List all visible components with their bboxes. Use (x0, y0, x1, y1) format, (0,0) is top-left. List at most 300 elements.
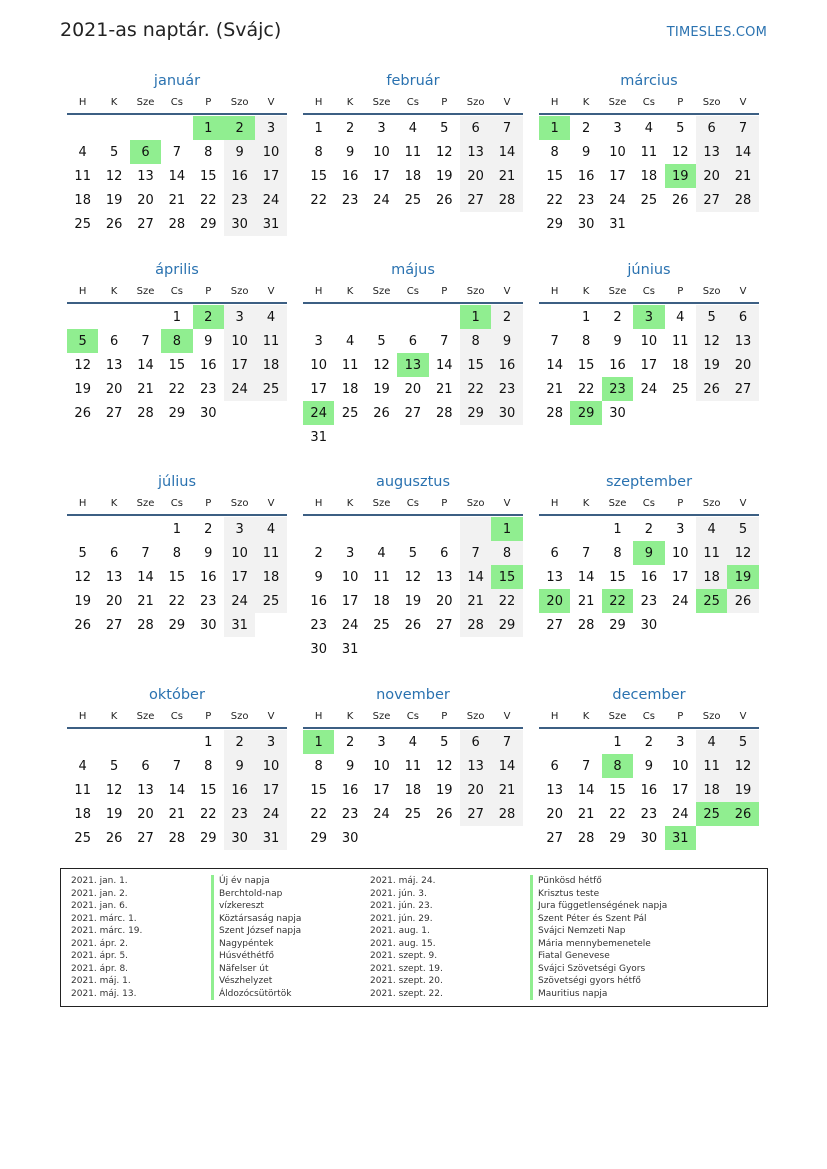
month-divider (539, 514, 759, 516)
day-grid (303, 305, 523, 449)
day-cell: 23 (577, 192, 595, 208)
day-cell: 27 (137, 216, 154, 232)
holiday-date: 2021. máj. 1. (71, 976, 131, 986)
month-divider (67, 113, 287, 115)
day-cell: 21 (727, 164, 758, 188)
day-cell: 21 (577, 806, 595, 822)
day-cell: 24 (255, 188, 286, 212)
empty-cell (633, 212, 664, 236)
month-divider (67, 514, 287, 516)
empty-cell (429, 826, 460, 850)
day-cell: 30 (609, 405, 626, 421)
day-cell: 5 (676, 120, 685, 136)
day-cell: 7 (581, 545, 591, 561)
empty-cell (633, 401, 664, 425)
day-cell: 5 (696, 305, 727, 329)
day-cell: 18 (74, 192, 91, 208)
holiday-name: Vészhelyzet (211, 975, 301, 988)
day-cell: 4 (676, 309, 685, 325)
weekday-label: Szo (702, 711, 721, 722)
month-name: február (386, 73, 440, 89)
weekday-header (303, 281, 523, 302)
empty-cell (334, 305, 365, 329)
month-0 (67, 70, 287, 236)
holiday-date: 2021. szept. 9. (370, 951, 438, 961)
empty-cell (366, 637, 397, 661)
weekday-label: Cs (406, 286, 419, 297)
day-cell: 1 (314, 120, 323, 136)
day-grid (67, 730, 287, 850)
holiday-date: 2021. jún. 23. (370, 901, 433, 911)
empty-cell (665, 613, 696, 637)
day-cell: 20 (546, 806, 563, 822)
day-cell: 25 (404, 806, 422, 822)
day-cell: 1 (491, 517, 522, 541)
day-cell: 5 (727, 730, 758, 754)
day-cell: 23 (224, 802, 255, 826)
empty-cell (67, 730, 98, 754)
day-cell: 22 (168, 593, 186, 609)
empty-cell (130, 517, 161, 541)
month-name: július (157, 474, 197, 490)
day-cell: 19 (727, 778, 758, 802)
day-cell: 19 (373, 381, 390, 397)
day-cell: 28 (491, 188, 522, 212)
weekday-label: Cs (642, 286, 655, 297)
day-cell: 31 (310, 429, 327, 445)
weekday-label: Cs (642, 97, 655, 108)
day-cell: 14 (491, 140, 522, 164)
day-cell: 7 (141, 545, 150, 561)
weekday-label: Sze (136, 286, 155, 297)
weekday-header (539, 281, 759, 302)
day-cell: 11 (640, 144, 658, 160)
weekday-header (303, 92, 523, 113)
day-cell: 19 (404, 593, 422, 609)
day-cell: 25 (255, 377, 286, 401)
weekday-label: Sze (136, 498, 155, 509)
brand-link[interactable]: TIMESLES.COM (666, 25, 767, 40)
weekday-label: Szo (230, 97, 249, 108)
weekday-label: P (205, 498, 212, 509)
day-cell: 10 (373, 144, 390, 160)
weekday-label: P (677, 498, 684, 509)
day-cell: 12 (727, 541, 758, 565)
weekday-label: Szo (230, 286, 249, 297)
day-cell: 14 (168, 782, 186, 798)
weekday-label: V (739, 286, 747, 297)
day-cell: 15 (168, 569, 186, 585)
day-cell: 15 (168, 357, 186, 373)
day-cell: 29 (199, 830, 217, 846)
month-9 (67, 684, 287, 850)
day-cell: 11 (671, 333, 689, 349)
holiday-dates-column-1 (71, 875, 142, 1000)
day-cell: 13 (546, 782, 563, 798)
day-cell: 13 (137, 782, 154, 798)
day-cell: 28 (577, 830, 595, 846)
holiday-names-column-1 (211, 875, 301, 1000)
day-cell: 24 (373, 806, 390, 822)
day-cell: 26 (404, 617, 422, 633)
day-cell: 19 (727, 565, 758, 589)
day-cell: 13 (397, 353, 428, 377)
day-cell: 1 (613, 734, 622, 750)
day-cell: 7 (172, 758, 181, 774)
empty-cell (665, 401, 696, 425)
day-cell: 6 (130, 140, 161, 164)
weekday-label: Sze (136, 711, 155, 722)
day-cell: 22 (609, 806, 626, 822)
day-cell: 2 (224, 116, 255, 140)
day-cell: 28 (168, 830, 186, 846)
day-cell: 6 (550, 758, 559, 774)
day-cell: 30 (491, 401, 522, 425)
day-cell: 26 (74, 617, 91, 633)
weekday-label: Cs (406, 498, 419, 509)
weekday-label: P (205, 711, 212, 722)
day-cell: 7 (491, 730, 522, 754)
day-cell: 2 (345, 120, 355, 136)
day-cell: 9 (491, 329, 522, 353)
day-cell: 28 (168, 216, 186, 232)
day-grid (303, 517, 523, 661)
day-cell: 10 (341, 569, 359, 585)
empty-cell (161, 116, 192, 140)
weekday-label: K (346, 711, 354, 722)
month-divider (539, 302, 759, 304)
day-cell: 1 (460, 305, 491, 329)
day-cell: 23 (602, 377, 633, 401)
day-cell: 11 (404, 758, 422, 774)
day-cell: 30 (224, 826, 255, 850)
empty-cell (366, 826, 397, 850)
day-cell: 12 (373, 357, 390, 373)
empty-cell (98, 305, 129, 329)
day-cell: 8 (550, 144, 559, 160)
day-cell: 1 (581, 309, 591, 325)
day-cell: 17 (671, 569, 689, 585)
holiday-date: 2021. szept. 19. (370, 963, 443, 974)
holiday-date: 2021. jan. 1. (71, 876, 128, 886)
day-cell: 29 (491, 613, 522, 637)
weekday-label: K (346, 498, 354, 509)
day-cell: 29 (199, 216, 217, 232)
day-cell: 12 (404, 569, 422, 585)
weekday-label: K (110, 498, 118, 509)
day-cell: 27 (696, 188, 727, 212)
day-cell: 4 (408, 734, 417, 750)
weekday-label: K (582, 97, 590, 108)
weekday-label: Sze (608, 97, 627, 108)
empty-cell (491, 425, 522, 449)
day-cell: 18 (640, 168, 658, 184)
day-cell: 14 (137, 569, 154, 585)
empty-cell (161, 730, 192, 754)
weekday-label: K (346, 286, 354, 297)
day-cell: 18 (696, 565, 727, 589)
day-cell: 2 (345, 734, 355, 750)
month-divider (303, 727, 523, 729)
day-cell: 30 (224, 212, 255, 236)
day-cell: 19 (435, 782, 453, 798)
weekday-label: Szo (466, 286, 485, 297)
day-cell: 24 (671, 806, 689, 822)
day-cell: 6 (460, 730, 491, 754)
weekday-label: Cs (642, 498, 655, 509)
day-cell: 20 (105, 381, 123, 397)
day-cell: 1 (172, 309, 181, 325)
day-cell: 1 (539, 116, 570, 140)
holiday-date: 2021. jún. 3. (370, 888, 427, 899)
day-cell: 26 (74, 405, 91, 421)
holiday-name: Berchtold-nap (211, 888, 301, 901)
day-cell: 15 (460, 353, 491, 377)
day-cell: 25 (696, 802, 727, 826)
weekday-label: V (267, 498, 275, 509)
day-cell: 3 (613, 120, 622, 136)
holiday-name: vízkereszt (211, 900, 301, 913)
weekday-label: Sze (608, 711, 627, 722)
weekday-label: V (503, 97, 511, 108)
day-cell: 7 (727, 116, 758, 140)
holiday-date: 2021. jún. 29. (370, 913, 433, 924)
day-cell: 16 (199, 357, 217, 373)
day-cell: 22 (491, 589, 522, 613)
day-cell: 11 (404, 144, 422, 160)
day-cell: 16 (224, 164, 255, 188)
day-cell: 24 (303, 401, 334, 425)
day-cell: 26 (435, 806, 453, 822)
weekday-label: Cs (406, 711, 419, 722)
weekday-label: Szo (466, 711, 485, 722)
day-cell: 21 (435, 381, 453, 397)
holiday-name: Nagypéntek (211, 938, 301, 951)
day-cell: 12 (435, 144, 453, 160)
empty-cell (696, 212, 727, 236)
day-cell: 30 (199, 617, 217, 633)
day-cell: 18 (74, 806, 91, 822)
day-cell: 31 (255, 212, 286, 236)
weekday-label: Cs (642, 711, 655, 722)
empty-cell (130, 305, 161, 329)
day-cell: 21 (137, 593, 154, 609)
empty-cell (727, 212, 758, 236)
day-cell: 20 (105, 593, 123, 609)
day-cell: 24 (341, 617, 359, 633)
empty-cell (255, 613, 286, 637)
day-cell: 8 (581, 333, 591, 349)
weekday-label: H (78, 286, 87, 297)
day-cell: 27 (105, 617, 123, 633)
empty-cell (67, 116, 98, 140)
day-cell: 19 (105, 192, 123, 208)
day-cell: 20 (435, 593, 453, 609)
weekday-label: V (739, 498, 747, 509)
holiday-date: 2021. ápr. 8. (71, 963, 129, 974)
empty-cell (397, 826, 428, 850)
day-cell: 26 (105, 830, 123, 846)
day-cell: 28 (546, 405, 563, 421)
weekday-label: V (503, 711, 511, 722)
day-cell: 29 (310, 830, 327, 846)
holiday-name: Áldozócsütörtök (211, 988, 301, 1001)
weekday-label: H (550, 711, 559, 722)
day-cell: 29 (460, 401, 491, 425)
day-cell: 26 (671, 192, 689, 208)
holiday-date: 2021. ápr. 5. (71, 951, 129, 961)
empty-cell (366, 305, 397, 329)
day-cell: 12 (727, 754, 758, 778)
day-cell: 19 (74, 381, 91, 397)
day-cell: 15 (491, 565, 522, 589)
day-cell: 12 (74, 357, 91, 373)
day-cell: 17 (255, 164, 286, 188)
day-cell: 22 (602, 589, 633, 613)
day-cell: 27 (460, 188, 491, 212)
month-8 (539, 471, 759, 637)
day-cell: 18 (341, 381, 359, 397)
day-cell: 3 (255, 116, 286, 140)
day-cell: 7 (581, 758, 591, 774)
day-cell: 3 (676, 734, 685, 750)
month-name: március (620, 73, 678, 89)
empty-cell (539, 730, 570, 754)
day-cell: 25 (640, 192, 658, 208)
day-cell: 16 (341, 782, 359, 798)
day-cell: 10 (640, 333, 658, 349)
holiday-name: Húsvéthétfő (211, 950, 301, 963)
day-cell: 18 (255, 353, 286, 377)
day-cell: 17 (609, 168, 626, 184)
day-cell: 5 (109, 144, 119, 160)
day-cell: 10 (224, 541, 255, 565)
day-cell: 21 (137, 381, 154, 397)
day-cell: 3 (377, 120, 386, 136)
weekday-label: Cs (406, 97, 419, 108)
day-cell: 11 (373, 569, 390, 585)
day-cell: 27 (546, 830, 563, 846)
month-10 (303, 684, 523, 850)
day-cell: 19 (665, 164, 696, 188)
empty-cell (366, 517, 397, 541)
month-name: december (612, 687, 686, 703)
weekday-label: K (346, 97, 354, 108)
day-cell: 8 (204, 144, 213, 160)
day-cell: 20 (137, 192, 154, 208)
empty-cell (460, 425, 491, 449)
weekday-label: Sze (136, 97, 155, 108)
weekday-label: H (78, 97, 87, 108)
day-cell: 24 (609, 192, 626, 208)
empty-cell (539, 305, 570, 329)
day-cell: 5 (440, 120, 449, 136)
day-cell: 9 (224, 140, 255, 164)
month-11 (539, 684, 759, 850)
day-cell: 27 (404, 405, 422, 421)
day-cell: 31 (609, 216, 626, 232)
day-cell: 12 (671, 144, 689, 160)
day-cell: 5 (78, 545, 87, 561)
day-cell: 20 (404, 381, 422, 397)
day-cell: 8 (491, 541, 522, 565)
weekday-label: K (582, 498, 590, 509)
weekday-label: Sze (372, 711, 391, 722)
day-cell: 9 (345, 758, 355, 774)
weekday-label: Sze (372, 97, 391, 108)
day-cell: 25 (373, 617, 390, 633)
month-name: május (391, 262, 435, 278)
empty-cell (460, 637, 491, 661)
day-cell: 28 (491, 802, 522, 826)
day-cell: 13 (137, 168, 154, 184)
day-cell: 27 (137, 830, 154, 846)
month-name: április (155, 262, 199, 278)
day-cell: 30 (199, 405, 217, 421)
day-cell: 19 (696, 353, 727, 377)
day-cell: 3 (224, 305, 255, 329)
day-cell: 14 (577, 782, 595, 798)
holiday-name: Fiatal Genevese (530, 950, 667, 963)
day-cell: 7 (460, 541, 491, 565)
weekday-label: H (550, 498, 559, 509)
day-cell: 5 (727, 517, 758, 541)
day-cell: 20 (137, 806, 154, 822)
day-cell: 2 (314, 545, 323, 561)
day-cell: 13 (460, 754, 491, 778)
weekday-label: K (582, 711, 590, 722)
day-cell: 12 (105, 782, 123, 798)
weekday-label: P (677, 711, 684, 722)
day-cell: 26 (435, 192, 453, 208)
holiday-date: 2021. jan. 6. (71, 901, 128, 911)
day-cell: 14 (137, 357, 154, 373)
day-cell: 14 (460, 565, 491, 589)
weekday-label: Szo (702, 286, 721, 297)
holiday-name: Pünkösd hétfő (530, 875, 667, 888)
day-cell: 1 (204, 734, 213, 750)
empty-cell (665, 212, 696, 236)
day-cell: 12 (435, 758, 453, 774)
month-name: augusztus (375, 474, 451, 490)
weekday-label: Cs (170, 711, 183, 722)
day-cell: 2 (224, 730, 255, 754)
empty-cell (429, 305, 460, 329)
weekday-label: H (550, 97, 559, 108)
day-cell: 16 (199, 569, 217, 585)
day-cell: 9 (345, 144, 355, 160)
day-cell: 30 (577, 216, 595, 232)
weekday-label: V (739, 97, 747, 108)
day-cell: 2 (581, 120, 591, 136)
empty-cell (334, 517, 365, 541)
day-cell: 25 (671, 381, 689, 397)
holiday-dates-column-2 (370, 875, 443, 1000)
day-cell: 3 (314, 333, 323, 349)
day-cell: 9 (613, 333, 622, 349)
weekday-label: V (267, 97, 275, 108)
month-5 (539, 259, 759, 425)
holiday-date: 2021. aug. 15. (370, 938, 436, 949)
holiday-name: Új év napja (211, 875, 301, 888)
day-grid (539, 730, 759, 850)
month-name: június (627, 262, 671, 278)
empty-cell (397, 425, 428, 449)
day-cell: 6 (460, 116, 491, 140)
day-cell: 17 (640, 357, 658, 373)
holiday-date: 2021. szept. 20. (370, 976, 443, 986)
day-cell: 16 (310, 593, 327, 609)
